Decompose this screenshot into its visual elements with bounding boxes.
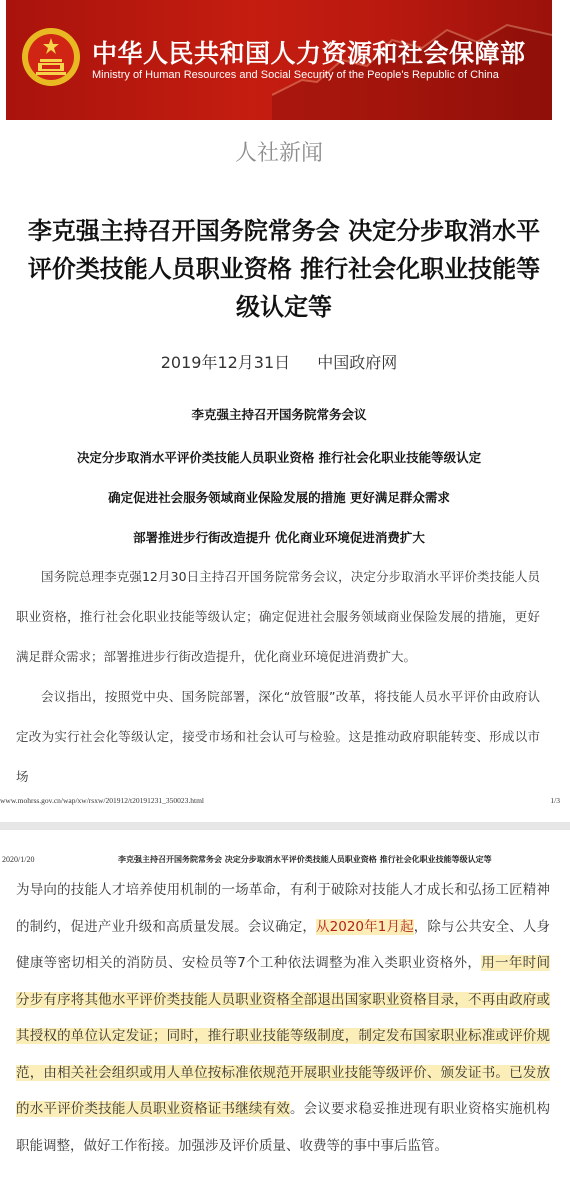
print-header-title: 李克强主持召开国务院常务会 决定分步取消水平评价类技能人员职业资格 推行社会化职业技能等级认定等	[118, 855, 492, 864]
page-number: 1/3	[550, 796, 560, 805]
subhead-2: 决定分步取消水平评价类技能人员职业资格 推行社会化职业技能等级认定	[76, 450, 482, 465]
article-headline: 李克强主持召开国务院常务会 决定分步取消水平评价类技能人员职业资格 推行社会化职业技能等级认定等	[27, 217, 541, 321]
text-segment: ，除与公共安全、人身健康等密切相关的消防员、安检员等7个工种依法调整为准入类职业资格外，	[16, 918, 551, 971]
subhead-1: 李克强主持召开国务院常务会议	[191, 407, 367, 422]
highlight-main: 用一年时间分步有序将其他水平评价类技能人员职业资格全部退出国家职业资格目录，不再由政府或其授权的单位认定发证；同时，推行职业技能等级制度，制定发布国家职业标准或评价规范，由相关社会组织或用人单位按标准依规范开展职业技能等级评价、颁发证书。已发放的水平评价类技能人员职业资格证书继续有效	[16, 955, 551, 1117]
ministry-name-en: Ministry of Human Resources and Social Security of the People's Republic of China	[92, 69, 499, 81]
text-segment: 为导向的技能人才培养使用机制的一场革命，有利于破除对技能人才成长和弘扬工匠精神的制约，促进产业升级和高质量发展。会议确定，	[16, 882, 550, 935]
national-emblem-icon	[20, 26, 82, 88]
body-paragraph-1: 国务院总理李克强12月30日主持召开国务院常务会议，决定分步取消水平评价类技能人员职业资格，推行社会化职业技能等级认定；确定促进社会服务领域商业保险发展的措施，更好满足群众需求；部署推进步行街改造提升，优化商业环境促进消费扩大。	[16, 569, 540, 664]
highlight-date: 从2020年1月起	[316, 918, 414, 935]
ministry-banner	[6, 0, 552, 120]
publish-date: 2019年12月31日	[160, 353, 291, 372]
body-paragraph-2: 会议指出，按照党中央、国务院部署，深化“放管服”改革，将技能人员水平评价由政府认定改为实行社会化等级认定，接受市场和社会认可与检验。这是推动政府职能转变、形成以市场	[16, 689, 540, 784]
article-source: 中国政府网	[317, 353, 398, 372]
body-paragraph-continued	[16, 872, 550, 1164]
article-meta	[0, 350, 558, 373]
ministry-name-zh: 中华人民共和国人力资源和社会保障部	[92, 39, 526, 68]
section-title: 人社新闻	[234, 141, 323, 166]
page-separator	[0, 822, 570, 830]
print-date: 2020/1/20	[2, 855, 35, 864]
subhead-3: 确定促进社会服务领域商业保险发展的措施 更好满足群众需求	[108, 490, 450, 505]
page-url[interactable]: www.mohrss.gov.cn/wap/xw/rsxw/201912/t20191231_350023.html	[0, 796, 205, 805]
subhead-4: 部署推进步行街改造提升 优化商业环境促进消费扩大	[133, 530, 425, 545]
text-segment: 。会议要求稳妥推进现有职业资格实施机构职能调整，做好工作衔接。加强涉及评价质量、收费等的事中事后监管。	[16, 1101, 551, 1154]
